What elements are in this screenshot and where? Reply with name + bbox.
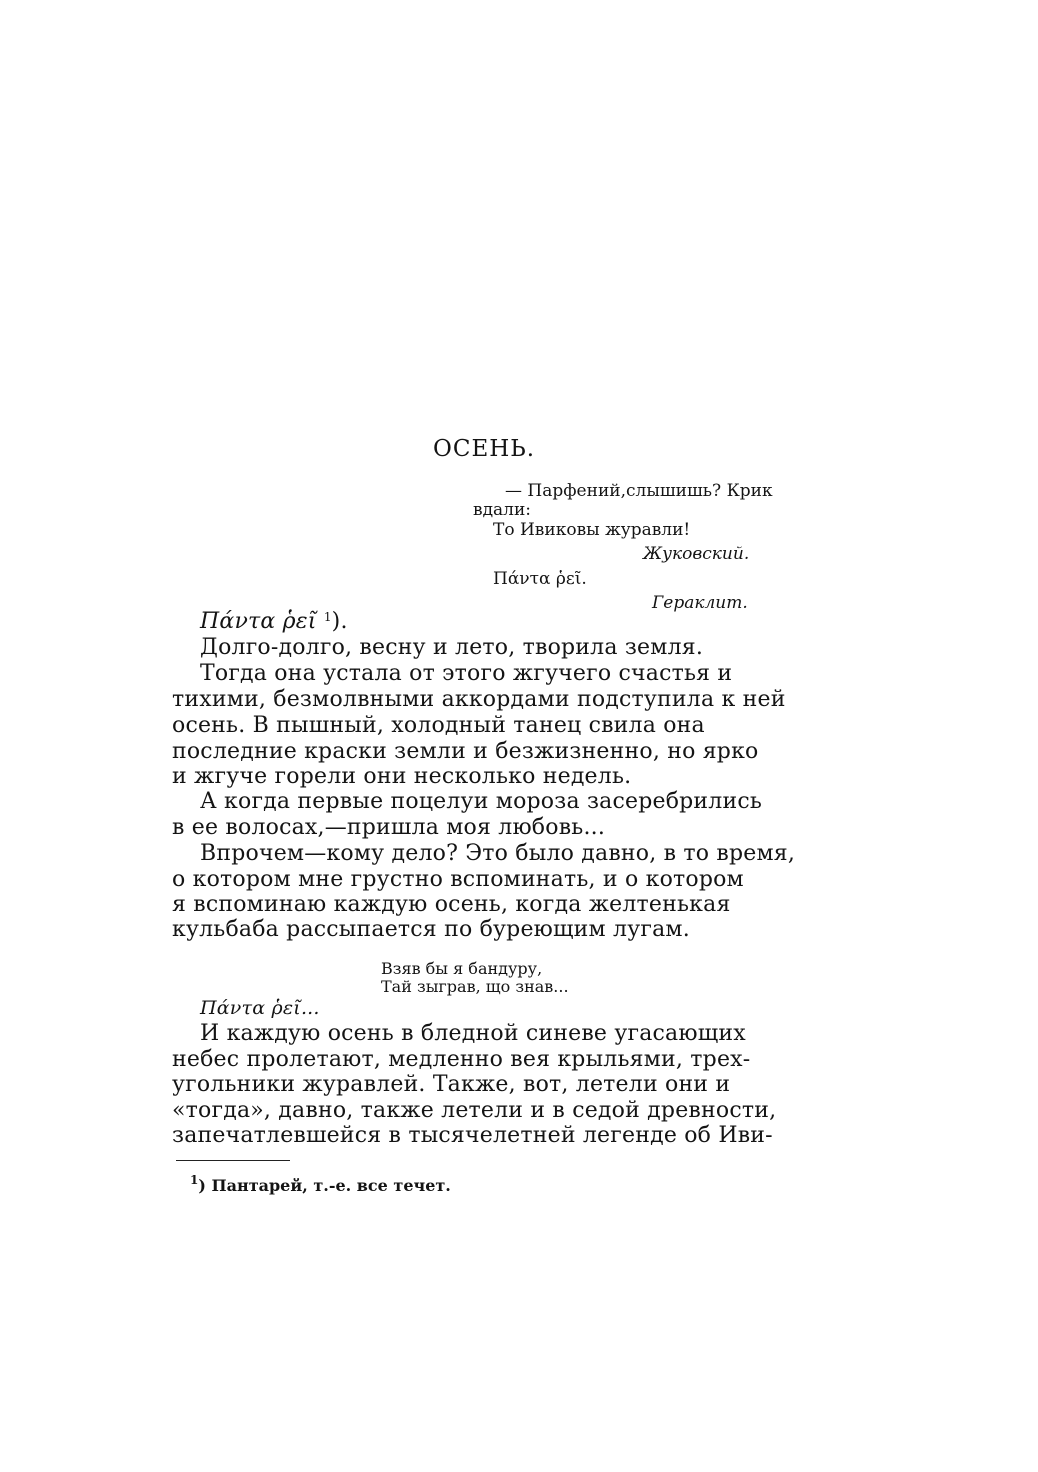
body-line: «тогда», давно, также летели и в седой древности, — [172, 1098, 777, 1123]
body-line: И каждую осень в бледной синеве угасающих — [200, 1021, 746, 1046]
footnote-ref: 1 — [323, 610, 332, 624]
verse-line-1: Взяв бы я бандуру, — [381, 959, 543, 978]
body-line: Тогда она устала от этого жгучего счастья и — [200, 661, 733, 686]
body-line: осень. В пышный, холодный танец свила она — [172, 713, 705, 738]
epigraph-author-1: Жуковский. — [643, 544, 750, 564]
body-line: Долго-долго, весну и лето, творила земля. — [200, 635, 704, 660]
body-line: А когда первые поцелуи мороза засеребрились — [200, 789, 763, 814]
footnote — [190, 1173, 451, 1195]
chapter-title: ОСЕНЬ. — [433, 436, 536, 462]
footnote-divider — [176, 1160, 290, 1161]
panta-rhei-heading — [200, 609, 348, 634]
body-line: о котором мне грустно вспоминать, и о котором — [172, 867, 744, 892]
epigraph-greek: Πάντα ῥεῖ. — [493, 569, 587, 589]
verse-line-2: Тай зыграв, що знав... — [381, 977, 569, 996]
body-line: кульбаба рассыпается по буреющим лугам. — [172, 917, 690, 942]
epigraph-author-2: Гераклит. — [652, 593, 748, 613]
footnote-mark: 1 — [190, 1173, 199, 1187]
body-line: угольники журавлей. Также, вот, летели они и — [172, 1072, 731, 1097]
body-line: небес пролетают, медленно вея крыльями, трех- — [172, 1047, 751, 1072]
footnote-text: ) Пантарей, т.-е. все течет. — [198, 1176, 451, 1195]
epigraph-line-2: вдали: — [473, 500, 532, 520]
body-line: запечатлевшейся в тысячелетней легенде об Иви- — [172, 1123, 773, 1148]
epigraph-line-1: — Парфений,слышишь? Крик — [505, 481, 773, 501]
body-line: я вспоминаю каждую осень, когда желтенькая — [172, 892, 731, 917]
panta-rhei-text: Πάντα ῥεῖ — [200, 609, 317, 634]
body-line: и жгуче горели они несколько недель. — [172, 764, 632, 789]
epigraph-line-3: То Ивиковы журавли! — [493, 520, 691, 540]
body-line: последние краски земли и безжизненно, но ярко — [172, 739, 759, 764]
panta-rhei-close: ). — [331, 609, 348, 634]
body-line: тихими, безмолвными аккордами подступила к ней — [172, 687, 786, 712]
panta-rhei-repeat: Πάντα ῥεῖ... — [200, 997, 320, 1019]
body-line: Впрочем—кому дело? Это было давно, в то время, — [200, 841, 796, 866]
body-line: в ее волосах,—пришла моя любовь... — [172, 815, 606, 840]
